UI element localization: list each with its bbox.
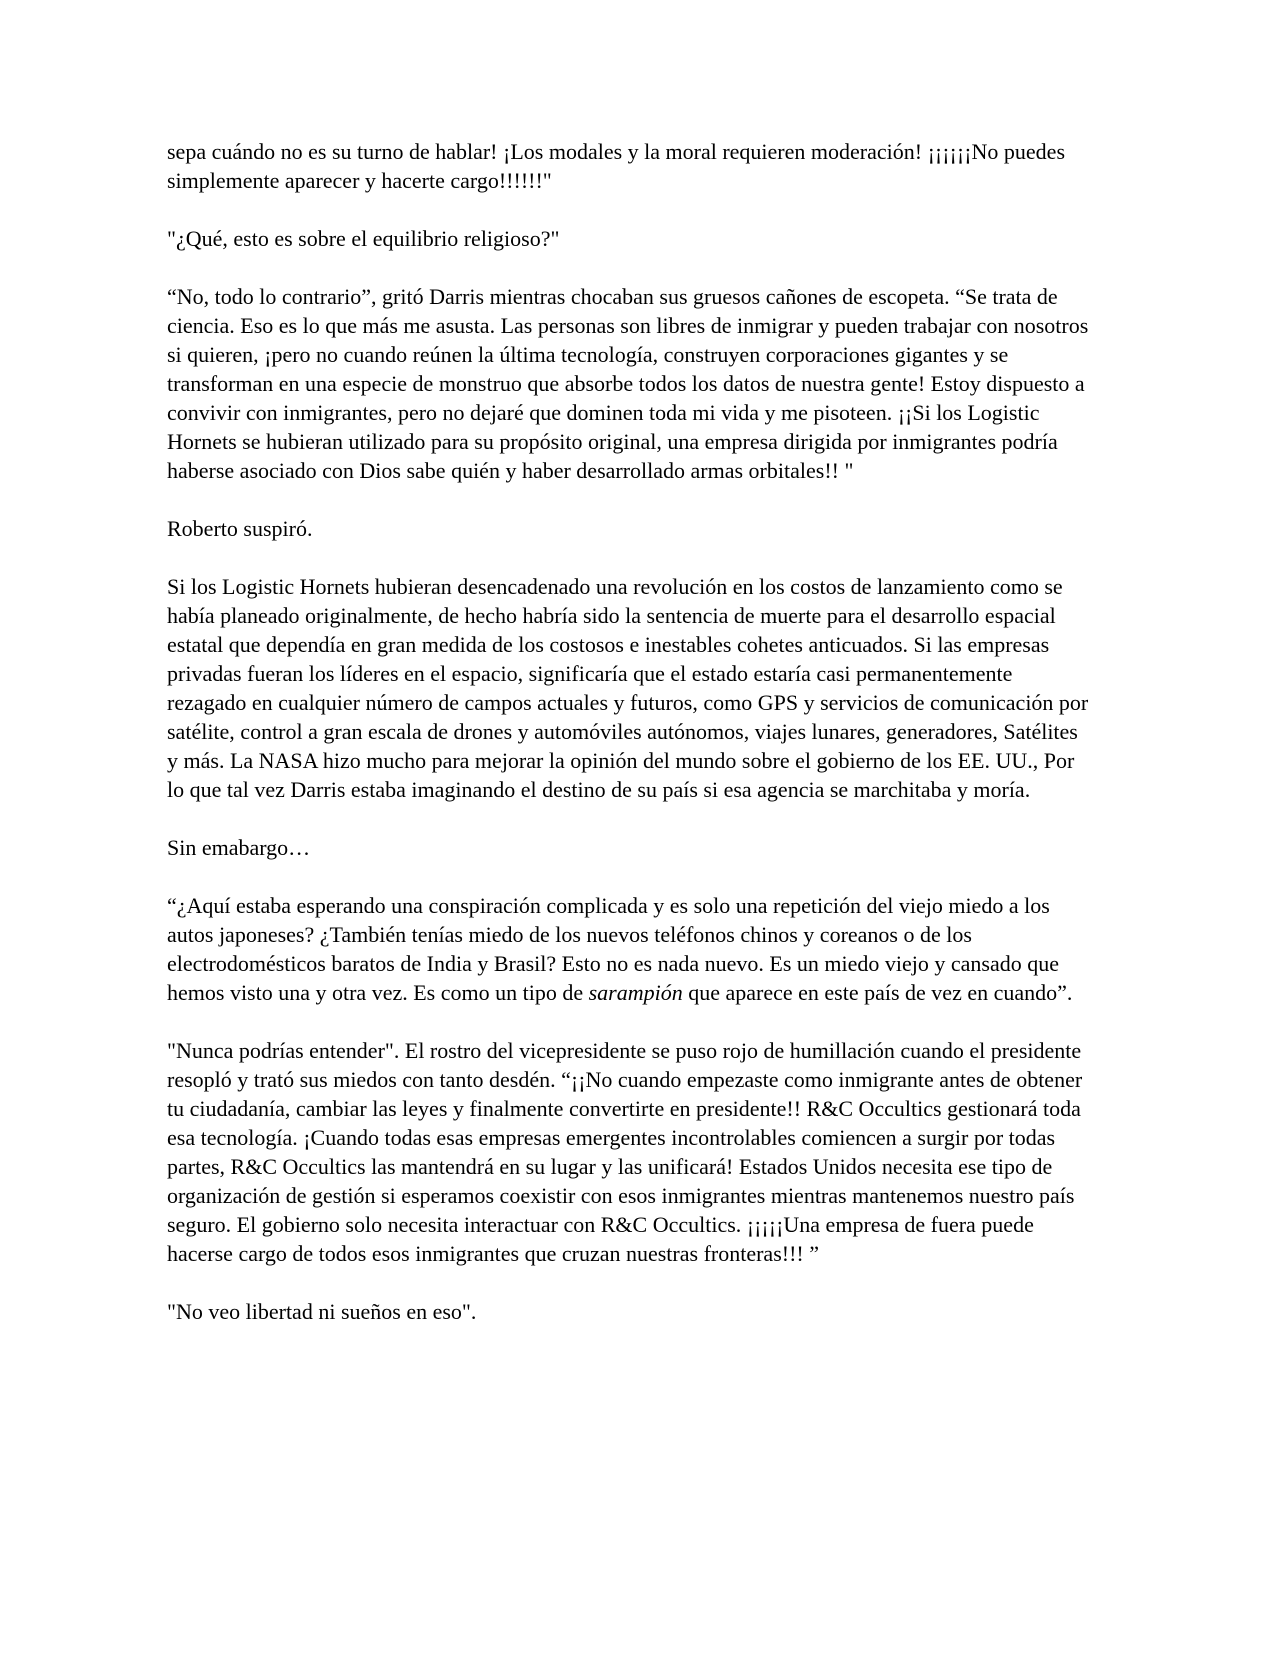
paragraph-conspiracy [167,891,1092,1007]
paragraph-text-after-italic: que aparece en este país de vez en cuando”. [682,980,1073,1005]
paragraph-darris-speech: “No, todo lo contrario”, gritó Darris mientras chocaban sus gruesos cañones de escopeta. “Se trata de ciencia. Eso es lo que más me asusta. Las personas son libres de inmigrar y pueden trabajar con nosotros si quieren, ¡pero no cuando reúnen la última tecnología, construyen corporaciones gigantes y se transforman en una especie de monstruo que absorbe todos los datos de nuestra gente! Estoy dispuesto a convivir con inmigrantes, pero no dejaré que dominen toda mi vida y me pisoteen. ¡¡Si los Logistic Hornets se hubieran utilizado para su propósito original, una empresa dirigida por inmigrantes podría haberse asociado con Dios sabe quién y haber desarrollado armas orbitales!! " [167,284,1089,483]
paragraph-closing-line: "No veo libertad ni sueños en eso". [167,1299,477,1324]
paragraph-sin-embargo: Sin emabargo… [167,835,311,860]
paragraph-continuation: sepa cuándo no es su turno de hablar! ¡Los modales y la moral requieren moderación! ¡¡¡¡¡¡No puedes simplemente aparecer y hacerte cargo!!!!!!" [167,139,1066,193]
italic-term-sarampion: sarampión [588,980,683,1005]
paragraph-logistic-hornets: Si los Logistic Hornets hubieran desencadenado una revolución en los costos de lanzamiento como se había planeado originalmente, de hecho habría sido la sentencia de muerte para el desarrollo espacial estatal que dependía en gran medida de los costosos e inestables cohetes anticuados. Si las empresas privadas fueran los líderes en el espacio, significaría que el estado estaría casi permanentemente rezagado en cualquier número de campos actuales y futuros, como GPS y servicios de comunicación por satélite, control a gran escala de drones y automóviles autónomos, viajes lunares, generadores, Satélites y más. La NASA hizo mucho para mejorar la opinión del mundo sobre el gobierno de los EE. UU., Por lo que tal vez Darris estaba imaginando el destino de su país si esa agencia se marchitaba y moría. [167,574,1089,802]
paragraph-roberto: Roberto suspiró. [167,516,313,541]
paragraph-question: "¿Qué, esto es sobre el equilibrio religioso?" [167,226,560,251]
paragraph-text-before-italic: “¿Aquí estaba esperando una conspiración complicada y es solo una repetición del viejo miedo a los autos japoneses? ¿También tenías miedo de los nuevos teléfonos chinos y coreanos o de los electrodomésticos baratos de India y Brasil? Esto no es nada nuevo. Es un miedo viejo y cansado que hemos visto una y otra vez. Es como un tipo de [167,893,1059,1005]
paragraph-vicepresident: "Nunca podrías entender". El rostro del vicepresidente se puso rojo de humillación cuando el presidente resopló y trató sus miedos con tanto desdén. “¡¡No cuando empezaste como inmigrante antes de obtener tu ciudadanía, cambiar las leyes y finalmente convertirte en presidente!! R&C Occultics gestionará toda esa tecnología. ¡Cuando todas esas empresas emergentes incontrolables comiencen a surgir por todas partes, R&C Occultics las mantendrá en su lugar y las unificará! Estados Unidos necesita ese tipo de organización de gestión si esperamos coexistir con esos inmigrantes mientras mantenemos nuestro país seguro. El gobierno solo necesita interactuar con R&C Occultics. ¡¡¡¡¡Una empresa de fuera puede hacerse cargo de todos esos inmigrantes que cruzan nuestras fronteras!!! ” [167,1038,1083,1266]
